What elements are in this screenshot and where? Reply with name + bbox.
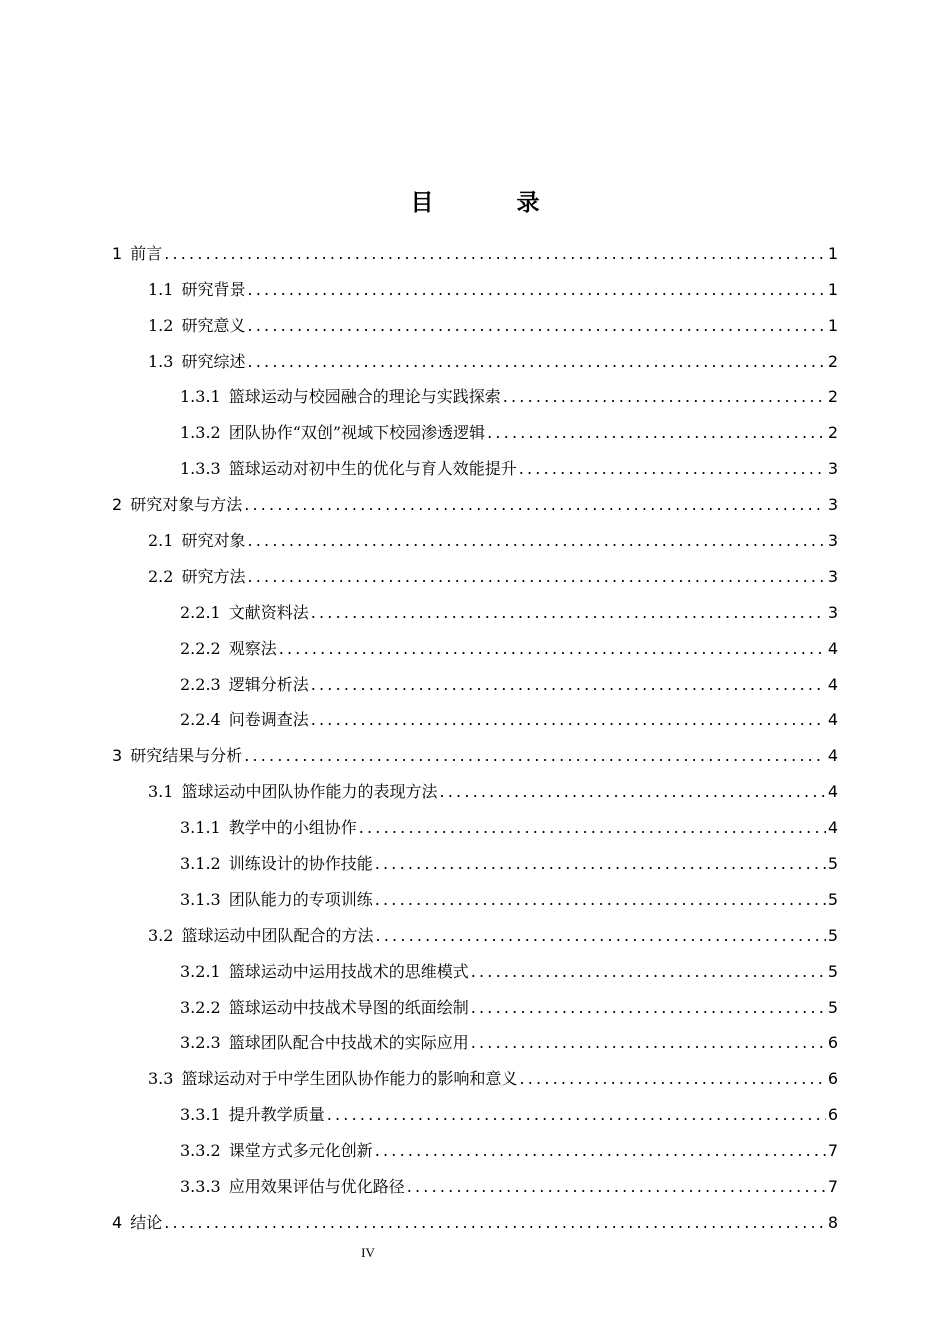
toc-entry[interactable] bbox=[112, 551, 838, 587]
toc-entry-page: 2 bbox=[827, 387, 838, 407]
toc-entry[interactable] bbox=[112, 336, 838, 372]
toc-entry-number: 3.3.2 bbox=[180, 1141, 221, 1161]
toc-entry-page: 4 bbox=[827, 674, 838, 694]
toc-dot-leader bbox=[519, 459, 826, 479]
toc-entry-page: 5 bbox=[827, 854, 838, 874]
toc-dot-leader bbox=[279, 639, 826, 659]
toc-entry-page: 5 bbox=[827, 997, 838, 1017]
toc-entry-number: 2 bbox=[112, 495, 123, 515]
toc-entry-title: 研究方法 bbox=[181, 566, 246, 586]
toc-dot-leader bbox=[311, 710, 826, 730]
toc-entry[interactable] bbox=[112, 1089, 838, 1125]
toc-entry-title: 篮球运动对初中生的优化与育人效能提升 bbox=[228, 459, 517, 479]
toc-entry-page: 7 bbox=[827, 1177, 838, 1197]
toc-dot-leader bbox=[247, 531, 825, 551]
toc-entry[interactable] bbox=[112, 766, 838, 802]
toc-entry[interactable] bbox=[112, 1161, 838, 1197]
toc-entry-number: 3 bbox=[112, 746, 123, 766]
toc-entry[interactable] bbox=[112, 910, 838, 946]
toc-dot-leader bbox=[407, 1177, 826, 1197]
toc-entry-number: 1 bbox=[112, 243, 123, 263]
toc-entry-number: 1.3 bbox=[148, 351, 174, 371]
toc-dot-leader bbox=[487, 423, 826, 443]
toc-entry-number: 1.2 bbox=[148, 315, 174, 335]
toc-entry-title: 逻辑分析法 bbox=[228, 674, 309, 694]
toc-entry-title: 前言 bbox=[130, 243, 163, 263]
toc-entry[interactable] bbox=[112, 874, 838, 910]
toc-entry[interactable] bbox=[112, 802, 838, 838]
toc-entry-title: 应用效果评估与优化路径 bbox=[228, 1177, 405, 1197]
toc-entry-title: 教学中的小组协作 bbox=[228, 818, 357, 838]
toc-entry[interactable] bbox=[112, 264, 838, 300]
toc-dot-leader bbox=[503, 387, 826, 407]
toc-dot-leader bbox=[519, 1069, 825, 1089]
toc-entry-title: 研究综述 bbox=[181, 351, 246, 371]
toc-entry-number: 1.3.1 bbox=[180, 387, 221, 407]
toc-dot-leader bbox=[359, 818, 826, 838]
toc-entry-title: 篮球运动与校园融合的理论与实践探索 bbox=[228, 387, 501, 407]
toc-entry-title: 篮球运动对于中学生团队协作能力的影响和意义 bbox=[181, 1069, 518, 1089]
toc-entry-page: 3 bbox=[827, 566, 838, 586]
toc-entry[interactable] bbox=[112, 1018, 838, 1054]
toc-entry-title: 团队能力的专项训练 bbox=[228, 889, 373, 909]
toc-entry-page: 4 bbox=[827, 782, 838, 802]
toc-entry[interactable] bbox=[112, 1197, 838, 1233]
toc-entry[interactable] bbox=[112, 300, 838, 336]
toc-entry-number: 3.3.1 bbox=[180, 1105, 221, 1125]
toc-entry-page: 4 bbox=[827, 710, 838, 730]
toc-entry-number: 3.1 bbox=[148, 782, 174, 802]
toc-entry-title: 文献资料法 bbox=[228, 602, 309, 622]
toc-entry-number: 2.2.1 bbox=[180, 602, 221, 622]
toc-entry-page: 2 bbox=[827, 423, 838, 443]
toc-entry-number: 2.2.4 bbox=[180, 710, 221, 730]
toc-entry-title: 提升教学质量 bbox=[228, 1105, 325, 1125]
toc-dot-leader bbox=[311, 603, 826, 623]
toc-dot-leader bbox=[244, 495, 826, 515]
toc-dot-leader bbox=[327, 1105, 826, 1125]
toc-entry-page: 1 bbox=[827, 279, 838, 299]
toc-entry-page: 8 bbox=[827, 1212, 838, 1232]
toc-entry-number: 3.1.3 bbox=[180, 889, 221, 909]
toc-entry[interactable] bbox=[112, 1125, 838, 1161]
toc-entry-page: 3 bbox=[827, 459, 838, 479]
toc-dot-leader bbox=[311, 675, 826, 695]
toc-entry-page: 3 bbox=[827, 531, 838, 551]
toc-dot-leader bbox=[471, 1033, 826, 1053]
toc-entry[interactable] bbox=[112, 623, 838, 659]
toc-entry-number: 1.3.3 bbox=[180, 459, 221, 479]
toc-entry-title: 篮球运动中运用技战术的思维模式 bbox=[228, 961, 469, 981]
toc-entry-title: 团队协作“双创”视域下校园渗透逻辑 bbox=[228, 423, 486, 443]
toc-dot-leader bbox=[439, 782, 825, 802]
toc-dot-leader bbox=[247, 280, 825, 300]
toc-entry-title: 课堂方式多元化创新 bbox=[228, 1141, 373, 1161]
toc-entry-number: 1.3.2 bbox=[180, 423, 221, 443]
toc-entry-page: 6 bbox=[827, 1105, 838, 1125]
toc-entry-title: 结论 bbox=[130, 1212, 163, 1232]
toc-entry-page: 7 bbox=[827, 1141, 838, 1161]
toc-entry-title: 篮球运动中团队配合的方法 bbox=[181, 925, 374, 945]
toc-entry[interactable] bbox=[112, 659, 838, 695]
toc-dot-leader bbox=[247, 567, 825, 587]
toc-entry-number: 3.1.2 bbox=[180, 854, 221, 874]
toc-entry-page: 6 bbox=[827, 1033, 838, 1053]
toc-entry-page: 5 bbox=[827, 925, 838, 945]
toc-entry-number: 3.2.1 bbox=[180, 961, 221, 981]
toc-entry-page: 3 bbox=[827, 602, 838, 622]
toc-entry-number: 2.2.2 bbox=[180, 638, 221, 658]
toc-entry[interactable] bbox=[112, 372, 838, 408]
toc-entry[interactable] bbox=[112, 982, 838, 1018]
toc-dot-leader bbox=[375, 890, 826, 910]
toc-entry-number: 1.1 bbox=[148, 279, 174, 299]
toc-entry[interactable] bbox=[112, 407, 838, 443]
toc-entry-number: 3.1.1 bbox=[180, 818, 221, 838]
page-title: 目 录 bbox=[410, 190, 570, 216]
toc-entry-title: 训练设计的协作技能 bbox=[228, 854, 373, 874]
toc-entry[interactable] bbox=[112, 946, 838, 982]
toc-entry-number: 2.2.3 bbox=[180, 674, 221, 694]
toc-entry-title: 问卷调查法 bbox=[228, 710, 309, 730]
toc-entry-number: 3.3 bbox=[148, 1069, 174, 1089]
toc-entry-page: 5 bbox=[827, 889, 838, 909]
page-number-footer: IV bbox=[361, 1245, 375, 1260]
toc-dot-leader bbox=[471, 962, 826, 982]
toc-dot-leader bbox=[375, 1141, 826, 1161]
toc-entry-title: 篮球运动中技战术导图的纸面绘制 bbox=[228, 997, 469, 1017]
toc-entry-number: 4 bbox=[112, 1212, 123, 1232]
toc-entry-number: 2.2 bbox=[148, 566, 174, 586]
toc-entry-title: 研究结果与分析 bbox=[130, 746, 243, 766]
toc-dot-leader bbox=[247, 352, 825, 372]
toc-entry-page: 4 bbox=[827, 818, 838, 838]
toc-entry-page: 5 bbox=[827, 961, 838, 981]
toc-entry-number: 3.2.2 bbox=[180, 997, 221, 1017]
toc-entry[interactable] bbox=[112, 1053, 838, 1089]
toc-entry-page: 4 bbox=[827, 746, 838, 766]
toc-entry[interactable] bbox=[112, 228, 838, 264]
toc-dot-leader bbox=[244, 746, 826, 766]
toc-dot-leader bbox=[375, 854, 826, 874]
toc-entry-number: 3.2.3 bbox=[180, 1033, 221, 1053]
toc-dot-leader bbox=[375, 926, 825, 946]
toc-dot-leader bbox=[164, 244, 826, 264]
toc-entry-page: 2 bbox=[827, 351, 838, 371]
toc-entry-title: 研究对象 bbox=[181, 531, 246, 551]
toc-entry-page: 6 bbox=[827, 1069, 838, 1089]
toc-entry[interactable] bbox=[112, 587, 838, 623]
toc-entry-title: 研究背景 bbox=[181, 279, 246, 299]
toc-entry[interactable] bbox=[112, 838, 838, 874]
toc-entry-number: 2.1 bbox=[148, 531, 174, 551]
toc-entry-page: 3 bbox=[827, 495, 838, 515]
toc-entry[interactable] bbox=[112, 479, 838, 515]
toc-entry-page: 4 bbox=[827, 638, 838, 658]
toc-entry-page: 1 bbox=[827, 315, 838, 335]
table-of-contents bbox=[112, 228, 838, 1233]
toc-entry-title: 研究对象与方法 bbox=[130, 495, 243, 515]
toc-entry-title: 研究意义 bbox=[181, 315, 246, 335]
toc-entry[interactable] bbox=[112, 695, 838, 731]
toc-entry-title: 篮球运动中团队协作能力的表现方法 bbox=[181, 782, 438, 802]
toc-entry-number: 3.3.3 bbox=[180, 1177, 221, 1197]
toc-dot-leader bbox=[164, 1213, 826, 1233]
toc-entry-title: 观察法 bbox=[228, 638, 277, 658]
toc-entry[interactable] bbox=[112, 730, 838, 766]
toc-dot-leader bbox=[471, 998, 826, 1018]
toc-entry-title: 篮球团队配合中技战术的实际应用 bbox=[228, 1033, 469, 1053]
toc-entry[interactable] bbox=[112, 443, 838, 479]
toc-entry[interactable] bbox=[112, 515, 838, 551]
toc-entry-page: 1 bbox=[827, 243, 838, 263]
toc-entry-number: 3.2 bbox=[148, 925, 174, 945]
toc-dot-leader bbox=[247, 316, 825, 336]
